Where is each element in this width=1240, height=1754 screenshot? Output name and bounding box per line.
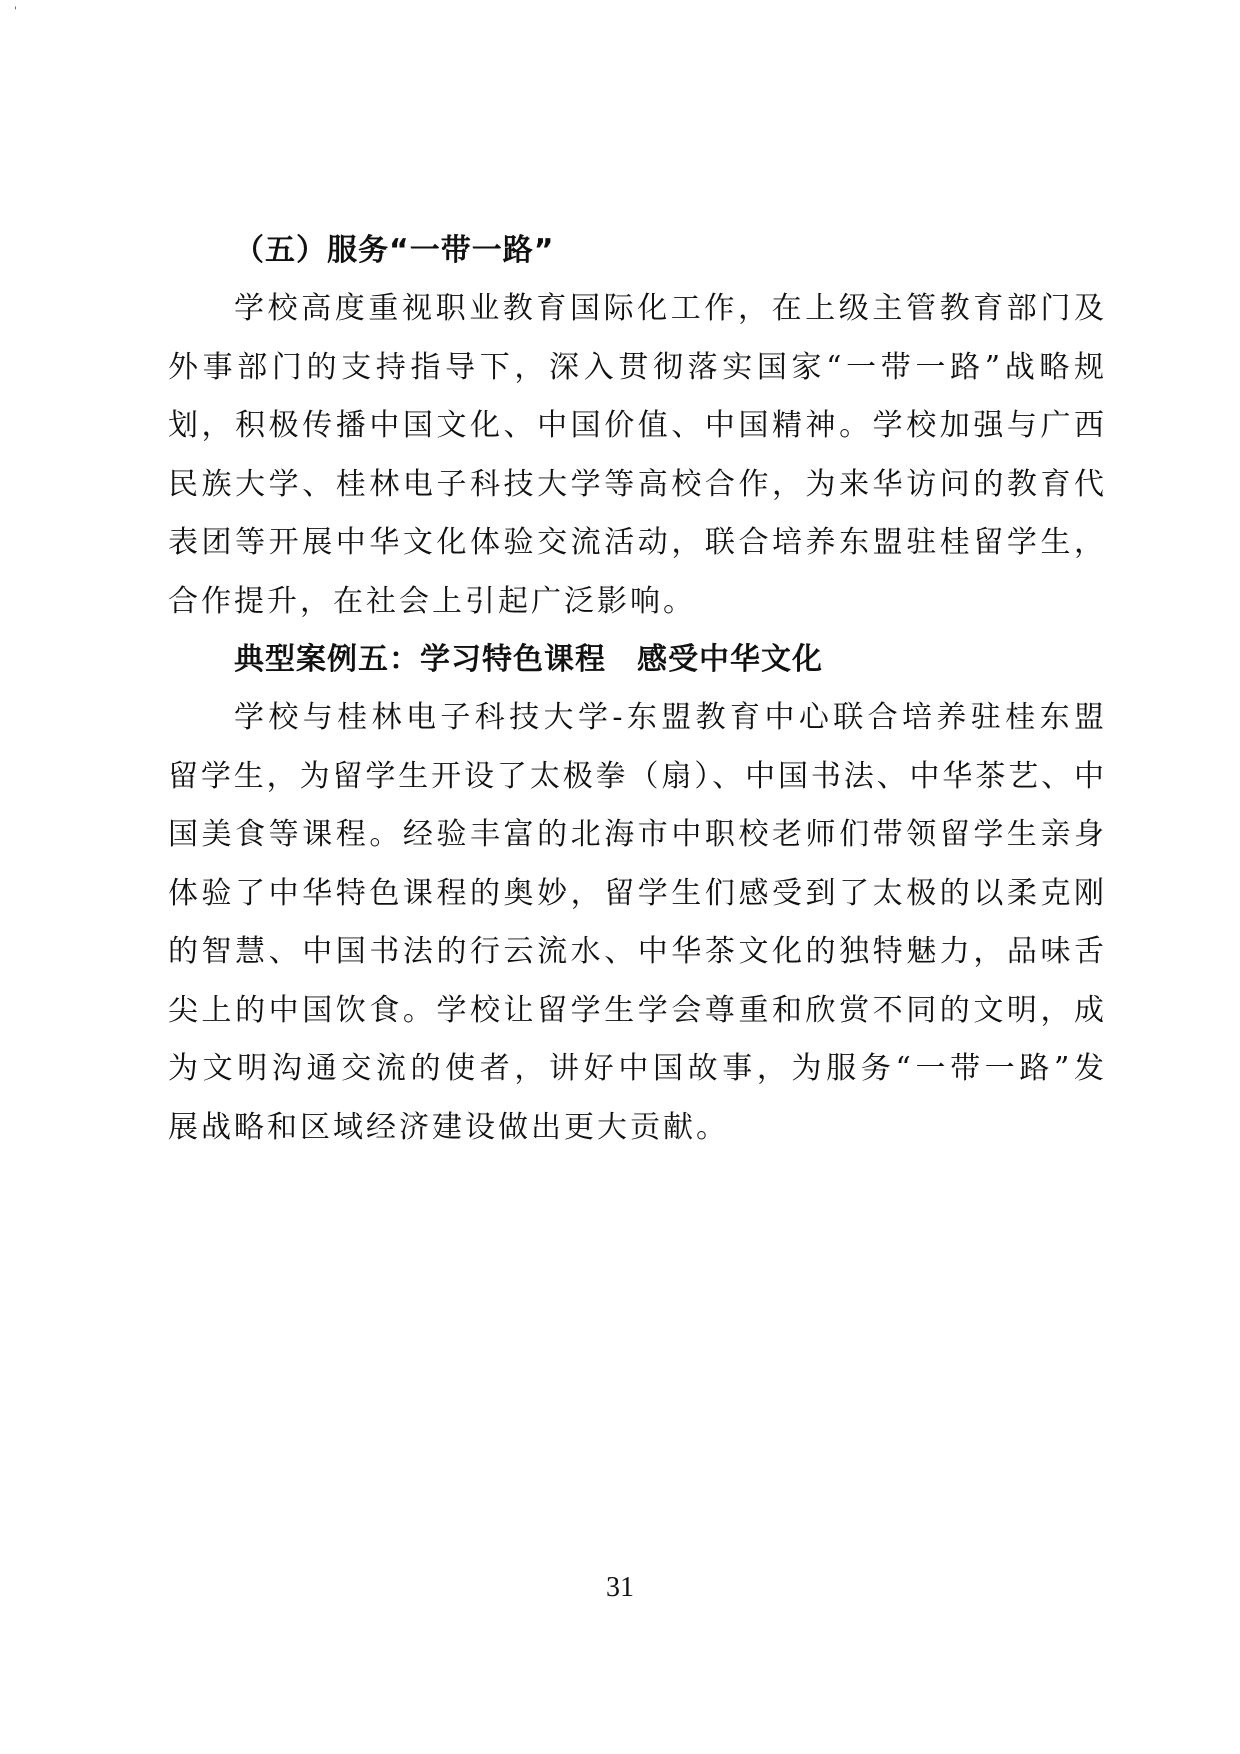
paragraph-line: 学校与桂林电子科技大学-东盟教育中心联合培养驻桂东盟 <box>234 700 1104 735</box>
paragraph-line: 尖上的中国饮食。学校让留学生学会尊重和欣赏不同的文明，成 <box>168 992 1104 1028</box>
section-heading: （五）服务“一带一路” <box>234 233 555 268</box>
case-heading: 典型案例五：学习特色课程 感受中华文化 <box>234 642 823 677</box>
corner-mark: ' <box>14 6 17 17</box>
paragraph-line: 合作提升，在社会上引起广泛影响。 <box>168 583 696 619</box>
paragraph-line: 表团等开展中华文化体验交流活动，联合培养东盟驻桂留学生， <box>168 525 1104 560</box>
paragraph-line: 展战略和区域经济建设做出更大贡献。 <box>168 1109 729 1145</box>
paragraph-line: 国美食等课程。经验丰富的北海市中职校老师们带领留学生亲身 <box>168 817 1104 852</box>
paragraph-line: 的智慧、中国书法的行云流水、中华茶文化的独特魅力，品味舌 <box>168 934 1104 969</box>
section-paragraph <box>168 280 1104 631</box>
paragraph-line: 体验了中华特色课程的奥妙，留学生们感受到了太极的以柔克刚 <box>168 875 1104 911</box>
paragraph-line: 留学生，为留学生开设了太极拳（扇）、中国书法、中华茶艺、中 <box>168 758 1104 794</box>
paragraph-line: 学校高度重视职业教育国际化工作，在上级主管教育部门及 <box>234 291 1104 326</box>
paragraph-line: 划，积极传播中国文化、中国价值、中国精神。学校加强与广西 <box>168 408 1104 443</box>
paragraph-line: 民族大学、桂林电子科技大学等高校合作，为来华访问的教育代 <box>168 466 1104 502</box>
case-paragraph <box>168 689 1104 1157</box>
page-number: 31 <box>606 1572 634 1603</box>
paragraph-line: 为文明沟通交流的使者，讲好中国故事，为服务“一带一路”发 <box>168 1051 1104 1086</box>
page-content <box>168 222 1104 1157</box>
paragraph-line: 外事部门的支持指导下，深入贯彻落实国家“一带一路”战略规 <box>168 349 1104 385</box>
